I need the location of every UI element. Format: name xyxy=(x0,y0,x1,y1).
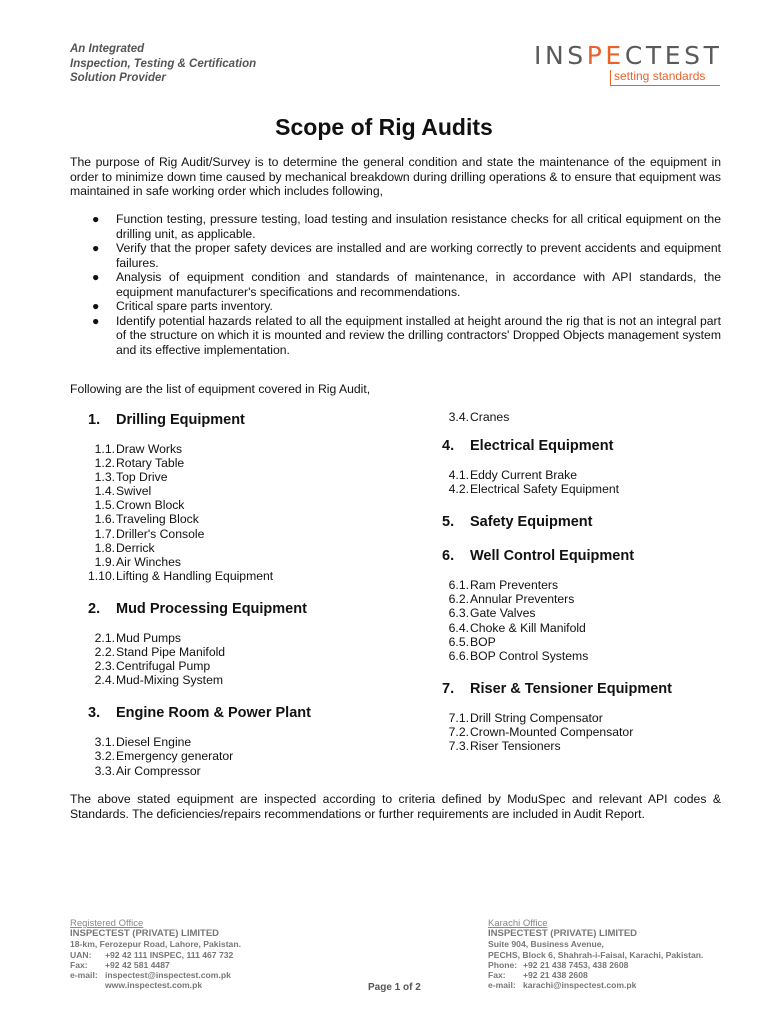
equipment-items xyxy=(442,578,742,663)
bullet-item xyxy=(70,241,721,270)
item-label: Mud-Mixing System xyxy=(116,673,224,688)
section-number: 4. xyxy=(442,438,455,455)
item-number: 2.3. xyxy=(94,659,115,674)
item-label: Air Compressor xyxy=(116,763,201,778)
item-label: Emergency generator xyxy=(116,749,234,764)
item-label: Eddy Current Brake xyxy=(470,468,578,483)
equipment-section xyxy=(88,599,408,687)
list-item xyxy=(88,673,408,687)
bullet-text: Verify that the proper safety devices are installed and are working correctly to prevent accidents and equipment failures. xyxy=(116,241,721,270)
equipment-section xyxy=(442,436,742,496)
item-number: 6.6. xyxy=(448,648,469,663)
closing-paragraph: The above stated equipment are inspected according to criteria defined by ModuSpec and relevant API codes & Standards. The deficiencies/repairs recommendations or further requirements are included in Audit Report. xyxy=(70,792,721,821)
karachi-office-block xyxy=(488,919,738,990)
item-label: Drill String Compensator xyxy=(470,710,603,725)
bullet-item xyxy=(70,212,721,241)
item-label: Top Drive xyxy=(116,470,168,485)
contact-value: +92 21 438 7453, 438 2608 xyxy=(523,959,629,970)
item-number: 4.1. xyxy=(448,468,469,483)
item-number: 6.5. xyxy=(448,634,469,649)
item-label: Driller's Console xyxy=(116,526,205,541)
contact-key: e-mail: xyxy=(70,970,98,981)
item-number: 6.1. xyxy=(448,578,469,593)
item-number: 3.3. xyxy=(94,763,115,778)
list-item xyxy=(88,659,408,673)
list-item xyxy=(442,482,742,496)
equipment-items xyxy=(442,711,742,753)
contact-key: Fax: xyxy=(488,970,506,981)
contact-key: Phone: xyxy=(488,959,518,970)
office-address: PECHS, Block 6, Shahrah-i-Faisal, Karachi, Pakistan. xyxy=(488,949,704,960)
office-address: Suite 904, Business Avenue, xyxy=(488,939,604,950)
contact-email[interactable]: inspectest@inspectest.com.pk xyxy=(105,970,231,981)
equipment-section xyxy=(88,703,408,777)
item-label: BOP xyxy=(470,634,496,649)
bullet-text: Analysis of equipment condition and standards of maintenance, in accordance with API standards, the equipment manufacturer's specifications and recommendations. xyxy=(116,270,721,299)
item-number: 6.4. xyxy=(448,620,469,635)
section-heading xyxy=(442,436,742,456)
item-label: Gate Valves xyxy=(470,606,536,621)
list-item xyxy=(88,735,408,749)
contact-email[interactable]: karachi@inspectest.com.pk xyxy=(523,980,637,991)
item-label: Electrical Safety Equipment xyxy=(470,482,620,497)
section-number: 5. xyxy=(442,514,455,531)
contact-key: Fax: xyxy=(70,959,88,970)
item-number: 7.3. xyxy=(448,739,469,754)
item-number: 2.4. xyxy=(94,673,115,688)
bullet-icon: ● xyxy=(92,299,100,313)
bullet-item xyxy=(70,314,721,358)
contact-row xyxy=(488,960,738,970)
item-number: 1.3. xyxy=(94,470,115,485)
item-number: 1.5. xyxy=(94,498,115,513)
contact-row xyxy=(70,950,330,960)
item-label: Diesel Engine xyxy=(116,735,192,750)
bullet-icon: ● xyxy=(92,270,100,284)
item-number: 3.4. xyxy=(448,410,469,424)
contact-key: UAN: xyxy=(70,949,92,960)
item-label: Choke & Kill Manifold xyxy=(470,620,586,635)
list-item xyxy=(442,725,742,739)
logo-text-left: INS xyxy=(534,41,587,70)
bullet-item xyxy=(70,299,721,314)
tagline-line: Inspection, Testing & Certification xyxy=(70,57,257,70)
section-heading xyxy=(88,703,408,723)
office-address: 18-km, Ferozepur Road, Lahore, Pakistan. xyxy=(70,939,241,950)
contact-row xyxy=(488,980,738,990)
logo-text-accent: PE xyxy=(586,41,625,70)
item-number: 7.1. xyxy=(448,710,469,725)
contact-row xyxy=(488,970,738,980)
item-number: 1.9. xyxy=(94,554,115,569)
equipment-items xyxy=(442,468,742,496)
list-item xyxy=(88,645,408,659)
item-number: 1.7. xyxy=(94,526,115,541)
section-title: Electrical Equipment xyxy=(470,438,614,455)
company-tagline xyxy=(70,42,256,86)
contact-row xyxy=(70,970,330,980)
document-title: Scope of Rig Audits xyxy=(275,114,493,140)
intro-paragraph: The purpose of Rig Audit/Survey is to determine the general condition and state the maintenance of the equipment in order to minimize down time caused by mechanical breakdown during drilling operations & to ensure that equipment was maintained in safe working order which includes following, xyxy=(70,155,721,198)
equipment-items xyxy=(88,442,408,583)
section-title: Engine Room & Power Plant xyxy=(116,705,311,722)
item-label: Centrifugal Pump xyxy=(116,659,211,674)
section-heading xyxy=(88,599,408,619)
item-number: 4.2. xyxy=(448,482,469,497)
bullet-text: Identify potential hazards related to all the equipment installed at height around the rig that is not an integral part of the structure on which it is mounted and review the drilling contractors' Dropped Objects management system and its effective implementation. xyxy=(116,313,721,357)
section-heading xyxy=(442,546,742,566)
list-item xyxy=(88,541,408,555)
item-label: Draw Works xyxy=(116,442,183,456)
section-heading xyxy=(88,410,408,430)
item-number: 1.4. xyxy=(94,484,115,499)
list-item xyxy=(88,631,408,645)
page-number: Page 1 of 2 xyxy=(368,982,421,993)
contact-value: +92 42 111 INSPEC, 111 467 732 xyxy=(105,949,234,960)
contact-key: e-mail: xyxy=(488,980,516,991)
website-link[interactable]: www.inspectest.com.pk xyxy=(105,980,203,991)
list-item xyxy=(88,456,408,470)
equipment-section xyxy=(442,679,742,753)
item-number: 1.1. xyxy=(94,442,115,456)
equipment-items xyxy=(88,735,408,777)
office-label: Karachi Office xyxy=(488,918,548,929)
section-title: Safety Equipment xyxy=(470,514,593,531)
item-number: 6.3. xyxy=(448,606,469,621)
item-label: Lifting & Handling Equipment xyxy=(116,568,274,583)
item-number: 7.2. xyxy=(448,724,469,739)
section-number: 2. xyxy=(88,600,101,617)
list-item xyxy=(442,578,742,592)
registered-office-block xyxy=(70,919,330,990)
office-label: Registered Office xyxy=(70,918,144,929)
item-label: Air Winches xyxy=(116,554,182,569)
tagline-line: An Integrated xyxy=(70,43,145,55)
section-title: Riser & Tensioner Equipment xyxy=(470,680,672,697)
list-item xyxy=(88,749,408,763)
bullet-text: Function testing, pressure testing, load testing and insulation resistance checks for all critical equipment on the drilling unit, as applicable. xyxy=(116,212,721,241)
item-number: 2.2. xyxy=(94,645,115,660)
item-label: Derrick xyxy=(116,540,155,555)
bullet-icon: ● xyxy=(92,313,100,328)
bullet-icon: ● xyxy=(92,241,100,255)
equipment-list-intro: Following are the list of equipment covered in Rig Audit, xyxy=(70,382,371,396)
section-number: 1. xyxy=(88,412,101,428)
list-item xyxy=(442,468,742,482)
equipment-items-continued xyxy=(442,410,742,424)
list-item xyxy=(88,512,408,526)
item-label: Rotary Table xyxy=(116,456,185,471)
item-label: Riser Tensioners xyxy=(470,739,561,754)
item-label: BOP Control Systems xyxy=(470,648,589,663)
list-item xyxy=(442,592,742,606)
equipment-section xyxy=(442,512,742,532)
item-label: Stand Pipe Manifold xyxy=(116,645,226,660)
logo-subtitle: setting standards xyxy=(610,70,720,86)
logo-text-right: CTEST xyxy=(624,41,723,70)
section-number: 7. xyxy=(442,680,455,697)
item-number: 2.1. xyxy=(94,630,115,645)
bullet-icon: ● xyxy=(92,212,100,226)
bullet-item xyxy=(70,270,721,299)
item-label: Crown-Mounted Compensator xyxy=(470,724,634,739)
section-title: Drilling Equipment xyxy=(116,412,245,428)
list-item xyxy=(442,635,742,649)
office-company: INSPECTEST (PRIVATE) LIMITED xyxy=(488,928,638,940)
list-item xyxy=(442,621,742,635)
item-label: Traveling Block xyxy=(116,512,199,527)
tagline-line: Solution Provider xyxy=(70,72,166,84)
contact-row xyxy=(70,980,330,990)
list-item xyxy=(88,470,408,484)
item-label: Ram Preventers xyxy=(470,578,559,593)
contact-value: +92 42 581 4487 xyxy=(105,959,170,970)
inspectest-logo xyxy=(534,42,724,86)
list-item xyxy=(88,484,408,498)
item-label: Swivel xyxy=(116,484,152,499)
contact-key xyxy=(70,980,105,990)
section-heading xyxy=(442,679,742,699)
list-item xyxy=(88,498,408,512)
item-label: Cranes xyxy=(470,410,510,424)
list-item xyxy=(88,569,408,583)
list-item xyxy=(442,649,742,663)
section-number: 6. xyxy=(442,548,455,565)
item-number: 3.1. xyxy=(94,735,115,750)
list-item xyxy=(442,711,742,725)
contact-row xyxy=(70,960,330,970)
section-title: Well Control Equipment xyxy=(470,548,635,565)
office-company: INSPECTEST (PRIVATE) LIMITED xyxy=(70,928,220,940)
contact-value: +92 21 438 2608 xyxy=(523,970,588,981)
item-label: Annular Preventers xyxy=(470,592,575,607)
item-number: 6.2. xyxy=(448,592,469,607)
equipment-section xyxy=(88,410,408,583)
list-item xyxy=(88,764,408,778)
item-number: 1.2. xyxy=(94,456,115,471)
scope-bullet-list xyxy=(70,212,721,357)
logo-wordmark xyxy=(534,42,724,69)
section-heading xyxy=(442,512,742,532)
section-number: 3. xyxy=(88,705,101,722)
list-item xyxy=(442,739,742,753)
equipment-column-right xyxy=(442,410,742,753)
list-item xyxy=(88,442,408,456)
list-item xyxy=(442,606,742,620)
item-label: Crown Block xyxy=(116,498,185,513)
list-item xyxy=(442,410,742,424)
equipment-column-left xyxy=(88,410,408,778)
equipment-section xyxy=(442,546,742,663)
equipment-items xyxy=(88,631,408,687)
list-item xyxy=(88,527,408,541)
list-item xyxy=(88,555,408,569)
item-number: 1.10. xyxy=(88,568,116,583)
item-number: 3.2. xyxy=(94,749,115,764)
item-number: 1.6. xyxy=(94,512,115,527)
item-number: 1.8. xyxy=(94,540,115,555)
item-label: Mud Pumps xyxy=(116,630,182,645)
section-title: Mud Processing Equipment xyxy=(116,600,307,617)
bullet-text: Critical spare parts inventory. xyxy=(116,299,273,313)
